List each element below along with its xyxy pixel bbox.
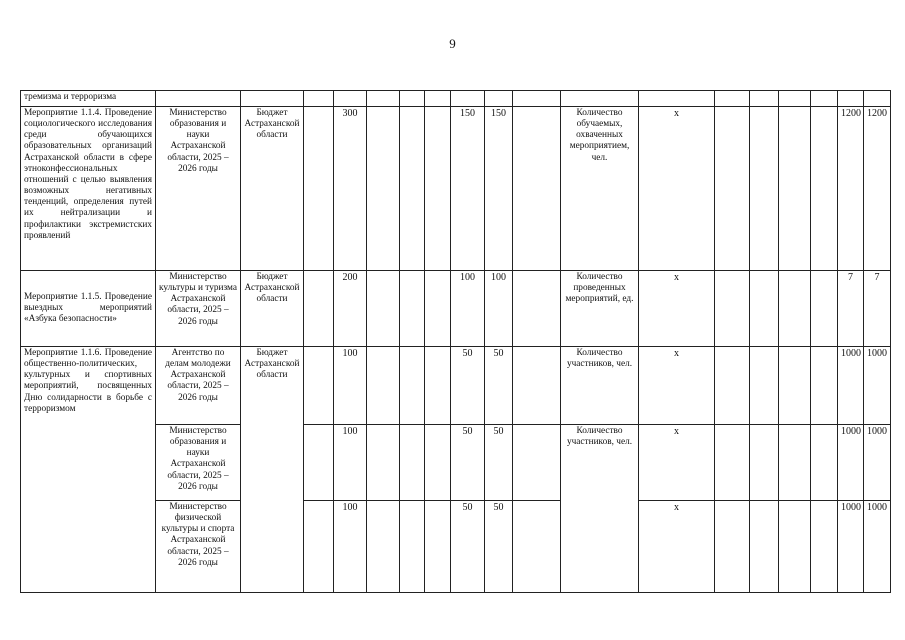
- page-number: 9: [449, 36, 456, 51]
- indicator: Количество обучаемых, охваченных мероприятием, чел.: [561, 107, 639, 271]
- value-1: 1000: [838, 425, 864, 501]
- year-2-amount: 50: [485, 501, 513, 593]
- value-2: 1000: [864, 425, 891, 501]
- year-2-amount: 100: [485, 271, 513, 347]
- value-1: 7: [838, 271, 864, 347]
- year-1-amount: 150: [451, 107, 485, 271]
- table-row: [21, 271, 891, 347]
- program-table: [20, 90, 891, 593]
- mark-x: х: [639, 347, 715, 425]
- funding-source: Бюджет Астраханской области: [241, 107, 304, 271]
- value-1: 1000: [838, 347, 864, 425]
- funding-source: Бюджет Астраханской области: [241, 347, 304, 593]
- year-2-amount: 50: [485, 347, 513, 425]
- mark-x: х: [639, 425, 715, 501]
- executor: Агентство по делам молодежи Астраханской области, 2025 – 2026 годы: [156, 347, 241, 425]
- total-amount: 100: [334, 425, 367, 501]
- table-row: [21, 107, 891, 271]
- funding-source: Бюджет Астраханской области: [241, 271, 304, 347]
- measure-name: Мероприятие 1.1.4. Проведение социологического исследования среди обучающихся образовательных организаций Астраханской области в сфере этноконфессиональных отношений с целью выявления возможных негативных тенденций, определения путей их нейтрализации и профилактики экстремистских проявлений: [21, 107, 156, 271]
- total-amount: 200: [334, 271, 367, 347]
- mark-x: х: [639, 271, 715, 347]
- mark-x: х: [639, 501, 715, 593]
- value-2: 7: [864, 271, 891, 347]
- executor: Министерство физической культуры и спорта Астраханской области, 2025 – 2026 годы: [156, 501, 241, 593]
- table-row: [21, 347, 891, 425]
- year-1-amount: 50: [451, 347, 485, 425]
- value-2: 1000: [864, 501, 891, 593]
- executor: Министерство культуры и туризма Астраханской области, 2025 – 2026 годы: [156, 271, 241, 347]
- row-name: тремизма и терроризма: [21, 91, 156, 107]
- total-amount: 100: [334, 501, 367, 593]
- value-1: 1200: [838, 107, 864, 271]
- year-2-amount: 50: [485, 425, 513, 501]
- year-2-amount: 150: [485, 107, 513, 271]
- executor: Министерство образования и науки Астраханской области, 2025 – 2026 годы: [156, 107, 241, 271]
- value-2: 1000: [864, 347, 891, 425]
- value-2: 1200: [864, 107, 891, 271]
- year-1-amount: 50: [451, 501, 485, 593]
- table-row: [21, 91, 891, 107]
- year-1-amount: 100: [451, 271, 485, 347]
- value-1: 1000: [838, 501, 864, 593]
- mark-x: х: [639, 107, 715, 271]
- indicator: Количество участников, чел.: [561, 347, 639, 425]
- total-amount: 300: [334, 107, 367, 271]
- executor: Министерство образования и науки Астраханской области, 2025 – 2026 годы: [156, 425, 241, 501]
- measure-name: Мероприятие 1.1.6. Проведение общественно-политических, культурных и спортивных мероприятий, посвященных Дню солидарности в борьбе с терроризмом: [21, 347, 156, 593]
- indicator: Количество проведенных мероприятий, ед.: [561, 271, 639, 347]
- indicator: Количество участников, чел.: [561, 425, 639, 593]
- year-1-amount: 50: [451, 425, 485, 501]
- total-amount: 100: [334, 347, 367, 425]
- measure-name: Мероприятие 1.1.5. Проведение выездных мероприятий «Азбука безопасности»: [21, 271, 156, 347]
